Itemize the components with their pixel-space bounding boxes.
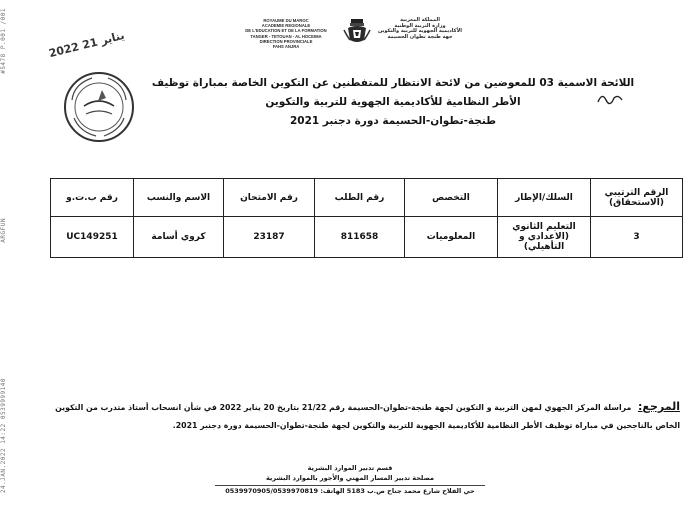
- footer-line: قسم تدبير الموارد البشرية: [307, 464, 393, 472]
- footer-line: مصلحة تدبير المسار المهني والأجور بالموارد البشرية: [265, 473, 435, 482]
- letterhead-french: [240, 18, 332, 49]
- letterhead-ar-line: المملكة المغربية: [400, 17, 440, 23]
- column-header: رقم الامتحان: [224, 179, 315, 217]
- fax-header-middle: ARGFUN: [0, 218, 7, 243]
- letterhead-fr-line: ACADEMIE REGIONALE: [261, 23, 311, 29]
- handwritten-date: 2022 يناير 21: [47, 28, 126, 61]
- letterhead-ar-line: وزارة التربية الوطنية: [394, 22, 446, 29]
- table-cell: UC149251: [51, 217, 134, 258]
- fax-header-top: #5478 P.001 /001: [0, 8, 7, 74]
- page-title: [140, 74, 646, 131]
- column-header: الرقم الترتيبي (الاستحقاق): [591, 179, 683, 217]
- table-header-row: [51, 179, 683, 217]
- column-header: رقم ب.ت.و: [51, 179, 134, 217]
- letterhead-fr-line: TANGER - TETOUAN - AL HOCEIMA: [250, 33, 322, 39]
- page-footer: [200, 464, 500, 497]
- table-cell: 811658: [315, 217, 405, 258]
- footer-contact: حي الفلاح شارع محمد جناح ص.ب 5183 الهاتف: 0539970905/0539970819: [225, 487, 475, 495]
- table-cell: 3: [591, 217, 683, 258]
- table-cell: المعلوميات: [405, 217, 498, 258]
- candidates-table: [50, 178, 683, 258]
- letterhead-fr-line: DIRECTION PROVINCIALE: [259, 38, 313, 44]
- fax-header-bottom: 24.JAN.2022 14:22 0539999140: [0, 378, 7, 494]
- letterhead-ar-line: الأكاديمية الجهوية للتربية والتكوين: [377, 28, 463, 35]
- letterhead-fr-line: ROYAUME DU MAROC: [263, 18, 309, 23]
- table-cell: 23187: [224, 217, 315, 258]
- letterhead-arabic: [372, 18, 468, 40]
- royal-emblem-icon: [342, 16, 372, 46]
- table-cell: كروي أسامة: [134, 217, 224, 258]
- letterhead-ar-line: جهة طنجة تطوان الحسيمة: [387, 33, 453, 40]
- footer-divider: [215, 485, 485, 486]
- title-line-1: اللائحة الاسمية 03 للمعوضين من لائحة الانتظار للمتفطنين عن التكوين الخاصة بمباراة توظيف الأطر النظامية للأكاديمية الجهوية للتربية والتكوين: [151, 77, 635, 108]
- column-header: التخصص: [405, 179, 498, 217]
- table-cell: التعليم الثانوي (الاعدادي و التأهيلي): [498, 217, 591, 258]
- column-header: رقم الطلب: [315, 179, 405, 217]
- letterhead-fr-line: DE L'EDUCATION ET DE LA FORMATION: [245, 28, 327, 34]
- letterhead-fr-line: FAHS ANJRA: [272, 44, 300, 50]
- column-header: السلك/الإطار: [498, 179, 591, 217]
- reference-paragraph: [30, 398, 680, 435]
- reference-text: مراسلة المركز الجهوي لمهن التربية و التكوين لجهة طنجة-تطوان-الحسيمة رقم 21/22 بتاريخ 20 يناير 2022 في شأن انسحاب أستاذ متدرب من التكوين الخاص بالناجحين في مباراة توظيف الأطر النظامية للأكاديمية الجهوية للتربية والتكوين لجهة طنجة-تطوان-الحسيمة دورة دجنبر 2021.: [55, 403, 680, 430]
- column-header: الاسم والنسب: [134, 179, 224, 217]
- table-row: [51, 217, 683, 258]
- reference-label: المرجع:: [638, 400, 680, 413]
- official-stamp-icon: [62, 70, 136, 144]
- title-line-2: طنجة-تطوان-الحسيمة دورة دجنبر 2021: [289, 115, 497, 127]
